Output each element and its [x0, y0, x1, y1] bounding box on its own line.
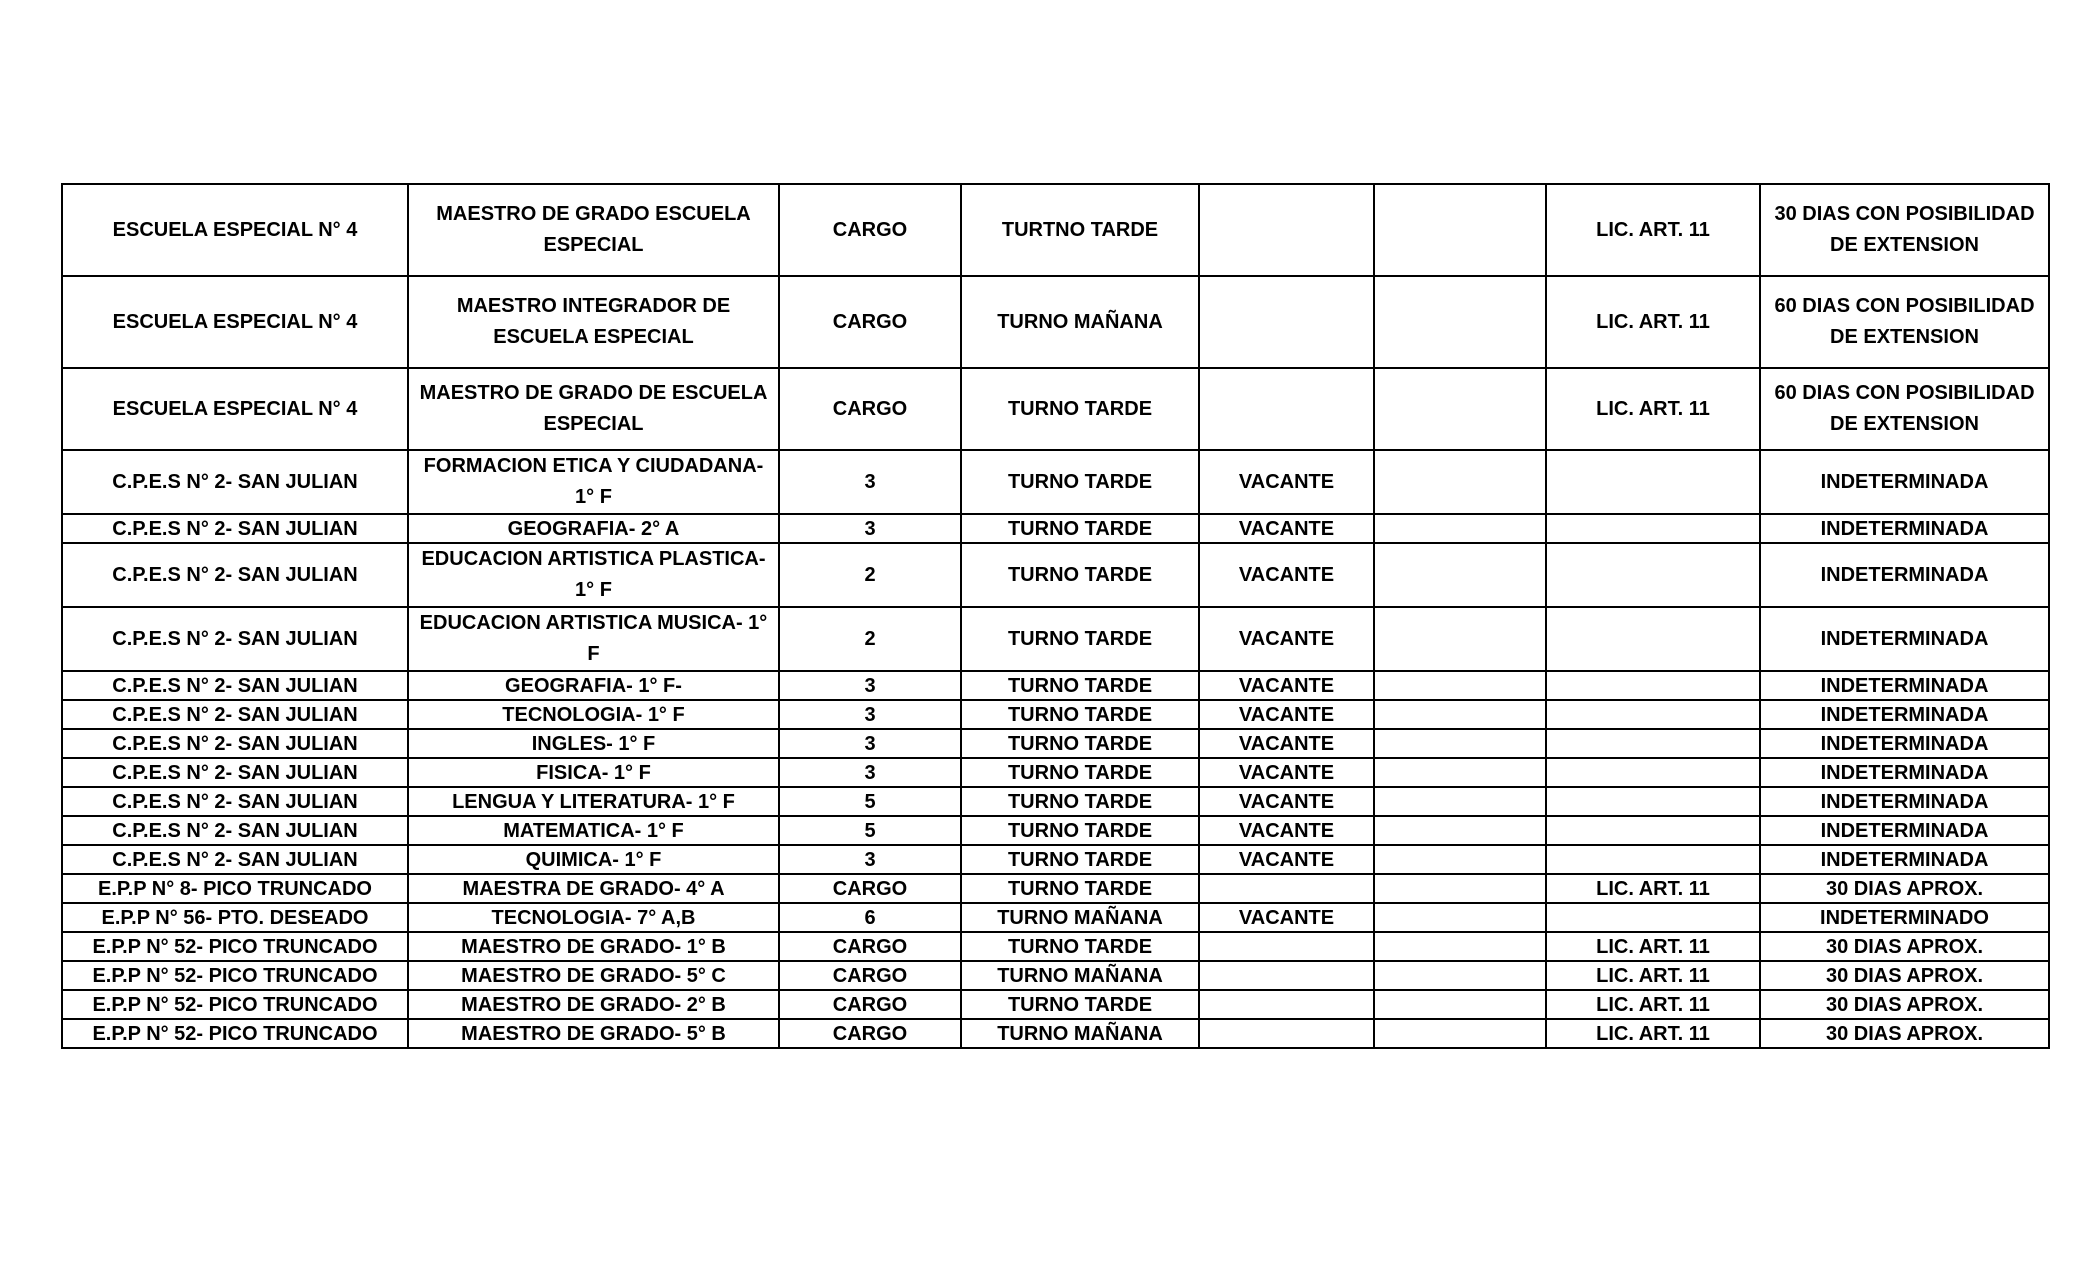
reason-cell — [1546, 729, 1760, 758]
status-cell: VACANTE — [1199, 903, 1374, 932]
status-cell — [1199, 368, 1374, 450]
extra-cell — [1374, 903, 1546, 932]
status-cell: VACANTE — [1199, 514, 1374, 543]
table-row — [62, 700, 2049, 729]
school-cell: E.P.P N° 56- PTO. DESEADO — [62, 903, 408, 932]
subject-cell: MAESTRO DE GRADO- 2° B — [408, 990, 779, 1019]
duration-cell: 30 DIAS APROX. — [1760, 1019, 2049, 1048]
duration-cell: INDETERMINADA — [1760, 729, 2049, 758]
subject-cell: MAESTRO DE GRADO- 5° B — [408, 1019, 779, 1048]
shift-cell: TURNO TARDE — [961, 787, 1199, 816]
table-row — [62, 903, 2049, 932]
duration-cell: 60 DIAS CON POSIBILIDAD DE EXTENSION — [1760, 368, 2049, 450]
table-row — [62, 932, 2049, 961]
shift-cell: TURNO TARDE — [961, 990, 1199, 1019]
hours-cell: 3 — [779, 700, 961, 729]
school-cell: C.P.E.S N° 2- SAN JULIAN — [62, 758, 408, 787]
duration-cell: INDETERMINADA — [1760, 514, 2049, 543]
status-cell — [1199, 961, 1374, 990]
duration-cell: 30 DIAS CON POSIBILIDAD DE EXTENSION — [1760, 184, 2049, 276]
reason-cell — [1546, 514, 1760, 543]
reason-cell — [1546, 607, 1760, 671]
table-row — [62, 276, 2049, 368]
table-row — [62, 758, 2049, 787]
reason-cell: LIC. ART. 11 — [1546, 961, 1760, 990]
status-cell: VACANTE — [1199, 543, 1374, 607]
school-cell: C.P.E.S N° 2- SAN JULIAN — [62, 607, 408, 671]
extra-cell — [1374, 276, 1546, 368]
subject-cell: MAESTRO DE GRADO- 1° B — [408, 932, 779, 961]
school-cell: ESCUELA ESPECIAL N° 4 — [62, 276, 408, 368]
duration-cell: INDETERMINADA — [1760, 450, 2049, 514]
table-row — [62, 607, 2049, 671]
extra-cell — [1374, 514, 1546, 543]
table-row — [62, 961, 2049, 990]
status-cell — [1199, 1019, 1374, 1048]
hours-cell: 2 — [779, 543, 961, 607]
reason-cell — [1546, 700, 1760, 729]
hours-cell: 3 — [779, 450, 961, 514]
subject-cell: GEOGRAFIA- 2° A — [408, 514, 779, 543]
extra-cell — [1374, 758, 1546, 787]
status-cell: VACANTE — [1199, 845, 1374, 874]
status-cell: VACANTE — [1199, 729, 1374, 758]
shift-cell: TURNO TARDE — [961, 607, 1199, 671]
school-cell: C.P.E.S N° 2- SAN JULIAN — [62, 514, 408, 543]
shift-cell: TURNO TARDE — [961, 368, 1199, 450]
duration-cell: INDETERMINADA — [1760, 700, 2049, 729]
school-cell: C.P.E.S N° 2- SAN JULIAN — [62, 787, 408, 816]
shift-cell: TURNO TARDE — [961, 874, 1199, 903]
hours-cell: 3 — [779, 514, 961, 543]
subject-cell: EDUCACION ARTISTICA MUSICA- 1° F — [408, 607, 779, 671]
table-row — [62, 787, 2049, 816]
table-row — [62, 1019, 2049, 1048]
hours-cell: CARGO — [779, 932, 961, 961]
extra-cell — [1374, 874, 1546, 903]
duration-cell: 30 DIAS APROX. — [1760, 874, 2049, 903]
school-cell: E.P.P N° 52- PICO TRUNCADO — [62, 1019, 408, 1048]
hours-cell: CARGO — [779, 874, 961, 903]
duration-cell: INDETERMINADA — [1760, 845, 2049, 874]
school-cell: C.P.E.S N° 2- SAN JULIAN — [62, 671, 408, 700]
reason-cell — [1546, 816, 1760, 845]
hours-cell: 3 — [779, 758, 961, 787]
subject-cell: TECNOLOGIA- 1° F — [408, 700, 779, 729]
shift-cell: TURNO TARDE — [961, 758, 1199, 787]
reason-cell: LIC. ART. 11 — [1546, 368, 1760, 450]
duration-cell: INDETERMINADA — [1760, 607, 2049, 671]
subject-cell: MAESTRA DE GRADO- 4° A — [408, 874, 779, 903]
duration-cell: INDETERMINADA — [1760, 758, 2049, 787]
subject-cell: MAESTRO INTEGRADOR DE ESCUELA ESPECIAL — [408, 276, 779, 368]
shift-cell: TURNO TARDE — [961, 450, 1199, 514]
school-cell: C.P.E.S N° 2- SAN JULIAN — [62, 816, 408, 845]
school-cell: C.P.E.S N° 2- SAN JULIAN — [62, 543, 408, 607]
table-row — [62, 368, 2049, 450]
table-row — [62, 990, 2049, 1019]
duration-cell: 60 DIAS CON POSIBILIDAD DE EXTENSION — [1760, 276, 2049, 368]
table-row — [62, 874, 2049, 903]
hours-cell: CARGO — [779, 1019, 961, 1048]
shift-cell: TURNO TARDE — [961, 932, 1199, 961]
extra-cell — [1374, 607, 1546, 671]
status-cell: VACANTE — [1199, 787, 1374, 816]
subject-cell: GEOGRAFIA- 1° F- — [408, 671, 779, 700]
reason-cell — [1546, 671, 1760, 700]
extra-cell — [1374, 990, 1546, 1019]
extra-cell — [1374, 961, 1546, 990]
reason-cell — [1546, 450, 1760, 514]
reason-cell — [1546, 845, 1760, 874]
status-cell — [1199, 184, 1374, 276]
status-cell — [1199, 276, 1374, 368]
table-row — [62, 845, 2049, 874]
school-cell: E.P.P N° 52- PICO TRUNCADO — [62, 932, 408, 961]
reason-cell: LIC. ART. 11 — [1546, 874, 1760, 903]
school-cell: C.P.E.S N° 2- SAN JULIAN — [62, 700, 408, 729]
reason-cell: LIC. ART. 11 — [1546, 276, 1760, 368]
shift-cell: TURNO MAÑANA — [961, 903, 1199, 932]
status-cell: VACANTE — [1199, 450, 1374, 514]
shift-cell: TURNO TARDE — [961, 700, 1199, 729]
status-cell: VACANTE — [1199, 671, 1374, 700]
subject-cell: MAESTRO DE GRADO- 5° C — [408, 961, 779, 990]
shift-cell: TURNO MAÑANA — [961, 961, 1199, 990]
school-cell: E.P.P N° 52- PICO TRUNCADO — [62, 961, 408, 990]
table-row — [62, 729, 2049, 758]
extra-cell — [1374, 787, 1546, 816]
table-row — [62, 514, 2049, 543]
shift-cell: TURNO TARDE — [961, 816, 1199, 845]
subject-cell: LENGUA Y LITERATURA- 1° F — [408, 787, 779, 816]
hours-cell: 5 — [779, 816, 961, 845]
school-cell: ESCUELA ESPECIAL N° 4 — [62, 368, 408, 450]
status-cell: VACANTE — [1199, 758, 1374, 787]
hours-cell: CARGO — [779, 368, 961, 450]
reason-cell: LIC. ART. 11 — [1546, 990, 1760, 1019]
status-cell: VACANTE — [1199, 816, 1374, 845]
reason-cell — [1546, 758, 1760, 787]
extra-cell — [1374, 368, 1546, 450]
table-row — [62, 184, 2049, 276]
duration-cell: INDETERMINADA — [1760, 671, 2049, 700]
shift-cell: TURNO TARDE — [961, 543, 1199, 607]
school-cell: E.P.P N° 8- PICO TRUNCADO — [62, 874, 408, 903]
hours-cell: 5 — [779, 787, 961, 816]
subject-cell: MATEMATICA- 1° F — [408, 816, 779, 845]
subject-cell: TECNOLOGIA- 7° A,B — [408, 903, 779, 932]
subject-cell: FORMACION ETICA Y CIUDADANA- 1° F — [408, 450, 779, 514]
extra-cell — [1374, 816, 1546, 845]
status-cell — [1199, 990, 1374, 1019]
shift-cell: TURNO MAÑANA — [961, 1019, 1199, 1048]
extra-cell — [1374, 729, 1546, 758]
reason-cell — [1546, 543, 1760, 607]
extra-cell — [1374, 932, 1546, 961]
hours-cell: CARGO — [779, 990, 961, 1019]
subject-cell: MAESTRO DE GRADO ESCUELA ESPECIAL — [408, 184, 779, 276]
subject-cell: MAESTRO DE GRADO DE ESCUELA ESPECIAL — [408, 368, 779, 450]
extra-cell — [1374, 1019, 1546, 1048]
shift-cell: TURNO TARDE — [961, 729, 1199, 758]
extra-cell — [1374, 543, 1546, 607]
shift-cell: TURTNO TARDE — [961, 184, 1199, 276]
shift-cell: TURNO TARDE — [961, 845, 1199, 874]
hours-cell: 3 — [779, 671, 961, 700]
extra-cell — [1374, 450, 1546, 514]
duration-cell: 30 DIAS APROX. — [1760, 990, 2049, 1019]
shift-cell: TURNO TARDE — [961, 671, 1199, 700]
extra-cell — [1374, 700, 1546, 729]
vacancy-table — [61, 183, 2050, 1049]
reason-cell — [1546, 903, 1760, 932]
hours-cell: CARGO — [779, 184, 961, 276]
hours-cell: 2 — [779, 607, 961, 671]
extra-cell — [1374, 671, 1546, 700]
school-cell: C.P.E.S N° 2- SAN JULIAN — [62, 845, 408, 874]
hours-cell: CARGO — [779, 276, 961, 368]
reason-cell: LIC. ART. 11 — [1546, 1019, 1760, 1048]
status-cell — [1199, 932, 1374, 961]
extra-cell — [1374, 184, 1546, 276]
status-cell — [1199, 874, 1374, 903]
duration-cell: INDETERMINADA — [1760, 543, 2049, 607]
duration-cell: INDETERMINADA — [1760, 787, 2049, 816]
shift-cell: TURNO MAÑANA — [961, 276, 1199, 368]
duration-cell: INDETERMINADO — [1760, 903, 2049, 932]
table-row — [62, 450, 2049, 514]
duration-cell: 30 DIAS APROX. — [1760, 961, 2049, 990]
subject-cell: EDUCACION ARTISTICA PLASTICA- 1° F — [408, 543, 779, 607]
shift-cell: TURNO TARDE — [961, 514, 1199, 543]
subject-cell: QUIMICA- 1° F — [408, 845, 779, 874]
school-cell: E.P.P N° 52- PICO TRUNCADO — [62, 990, 408, 1019]
hours-cell: 3 — [779, 845, 961, 874]
reason-cell — [1546, 787, 1760, 816]
school-cell: ESCUELA ESPECIAL N° 4 — [62, 184, 408, 276]
subject-cell: INGLES- 1° F — [408, 729, 779, 758]
reason-cell: LIC. ART. 11 — [1546, 932, 1760, 961]
table-row — [62, 543, 2049, 607]
hours-cell: CARGO — [779, 961, 961, 990]
hours-cell: 6 — [779, 903, 961, 932]
reason-cell: LIC. ART. 11 — [1546, 184, 1760, 276]
table-row — [62, 816, 2049, 845]
duration-cell: INDETERMINADA — [1760, 816, 2049, 845]
status-cell: VACANTE — [1199, 607, 1374, 671]
school-cell: C.P.E.S N° 2- SAN JULIAN — [62, 729, 408, 758]
hours-cell: 3 — [779, 729, 961, 758]
status-cell: VACANTE — [1199, 700, 1374, 729]
table-row — [62, 671, 2049, 700]
school-cell: C.P.E.S N° 2- SAN JULIAN — [62, 450, 408, 514]
subject-cell: FISICA- 1° F — [408, 758, 779, 787]
duration-cell: 30 DIAS APROX. — [1760, 932, 2049, 961]
extra-cell — [1374, 845, 1546, 874]
